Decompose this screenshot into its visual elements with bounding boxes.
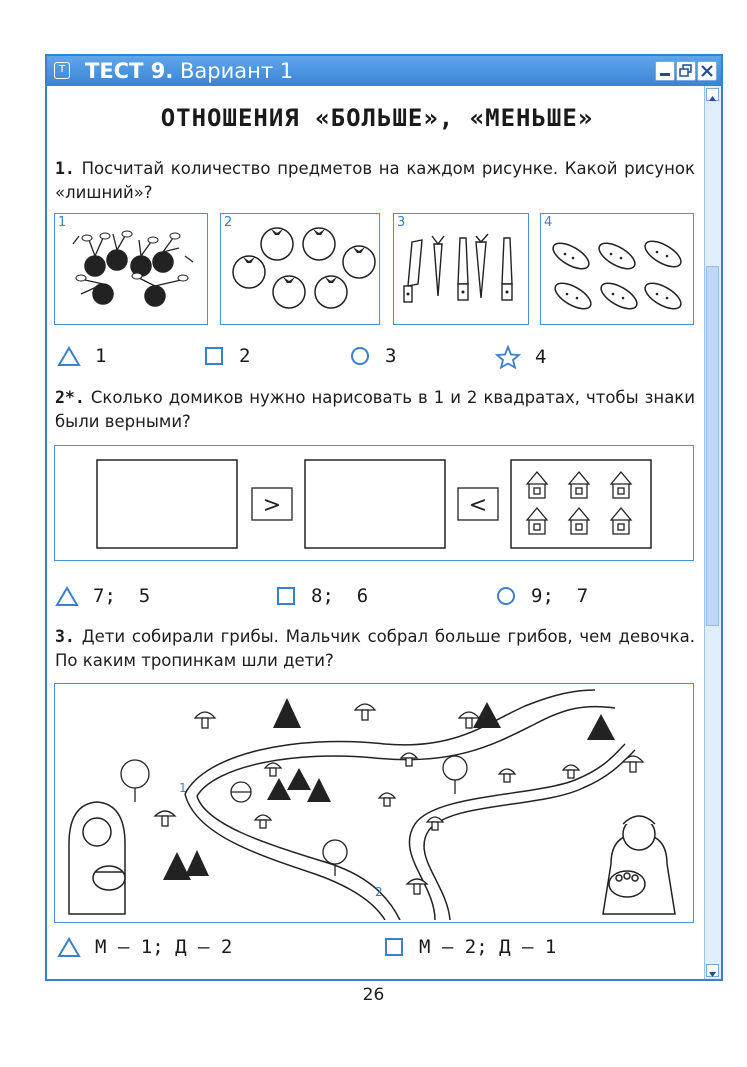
picture-number-4: 4 bbox=[544, 215, 553, 230]
houses-task-drawing bbox=[55, 446, 691, 558]
title-bar bbox=[47, 56, 721, 86]
q3-option-2-label: М — 2; Д — 1 bbox=[419, 936, 557, 958]
close-icon bbox=[700, 64, 714, 78]
q1-option-3-label: 3 bbox=[385, 345, 397, 367]
scroll-thumb[interactable] bbox=[706, 266, 719, 626]
picture-box-4 bbox=[540, 213, 694, 325]
triangle-icon bbox=[57, 936, 81, 958]
q2-option-3[interactable] bbox=[495, 585, 588, 607]
question-3-text bbox=[55, 625, 695, 673]
q3-option-1[interactable] bbox=[57, 936, 232, 958]
test-window bbox=[45, 54, 723, 981]
circle-icon bbox=[349, 345, 371, 367]
close-button[interactable] bbox=[697, 61, 717, 81]
question-2-body: Сколько домиков нужно нарисовать в 1 и 2 квадратах, чтобы знаки были верными? bbox=[55, 388, 696, 431]
q1-option-2-label: 2 bbox=[239, 345, 251, 367]
question-1-text bbox=[55, 157, 695, 205]
beets-icon bbox=[55, 214, 205, 322]
picture-box-3 bbox=[393, 213, 529, 325]
question-2-number: 2*. bbox=[55, 388, 85, 407]
q1-option-2[interactable] bbox=[203, 345, 250, 367]
page-number: 26 bbox=[362, 985, 385, 1005]
square-icon bbox=[275, 585, 297, 607]
picture-number-1: 1 bbox=[58, 215, 67, 230]
houses-square bbox=[511, 460, 651, 548]
picture-box-2 bbox=[220, 213, 380, 325]
scroll-up-button[interactable] bbox=[706, 88, 719, 101]
path-label-1: 1 bbox=[179, 781, 187, 795]
houses-task-box bbox=[54, 445, 694, 561]
empty-square-1 bbox=[97, 460, 237, 548]
triangle-icon bbox=[57, 345, 81, 367]
window-title-bold: ТЕСТ 9. bbox=[85, 59, 174, 83]
circle-icon bbox=[495, 585, 517, 607]
picture-number-2: 2 bbox=[224, 215, 233, 230]
star-icon bbox=[495, 345, 521, 369]
question-1-body: Посчитай количество предметов на каждом рисунке. Какой рисунок «лишний»? bbox=[55, 159, 695, 202]
question-3-body: Дети собирали грибы. Мальчик собрал больше грибов, чем девочка. По каким тропинкам шли дети? bbox=[55, 627, 695, 670]
q2-option-1[interactable] bbox=[55, 585, 150, 607]
question-3-number: 3. bbox=[55, 627, 75, 646]
tomatoes-icon bbox=[221, 214, 377, 322]
q1-option-1[interactable] bbox=[57, 345, 106, 367]
q1-option-3[interactable] bbox=[349, 345, 396, 367]
question-1-number: 1. bbox=[55, 159, 75, 178]
minimize-button[interactable] bbox=[655, 61, 675, 81]
chevron-up-icon bbox=[707, 93, 718, 104]
q1-option-1-label: 1 bbox=[95, 345, 107, 367]
window-title-variant: Вариант 1 bbox=[180, 59, 294, 83]
minimize-icon bbox=[658, 64, 672, 78]
triangle-icon bbox=[55, 585, 79, 607]
page-heading: ОТНОШЕНИЯ «БОЛЬШЕ», «МЕНЬШЕ» bbox=[160, 104, 594, 132]
forest-paths-box bbox=[54, 683, 694, 923]
q1-option-4-label: 4 bbox=[535, 346, 547, 368]
restore-icon bbox=[679, 64, 693, 78]
forest-paths-drawing bbox=[55, 684, 691, 920]
test-icon: T bbox=[54, 62, 70, 79]
knives-and-carrots-icon bbox=[394, 214, 526, 322]
q3-option-1-label: М — 1; Д — 2 bbox=[95, 936, 233, 958]
vertical-scrollbar[interactable] bbox=[704, 86, 721, 979]
path-label-2: 2 bbox=[375, 885, 383, 899]
cucumbers-icon bbox=[541, 214, 691, 322]
paths bbox=[185, 690, 635, 920]
q1-option-4[interactable] bbox=[495, 345, 546, 369]
scroll-down-button[interactable] bbox=[706, 964, 719, 977]
restore-button[interactable] bbox=[676, 61, 696, 81]
q3-option-2[interactable] bbox=[383, 936, 556, 958]
q2-option-1-label: 7; 5 bbox=[93, 585, 151, 607]
sign-less: < bbox=[468, 493, 488, 518]
mushrooms bbox=[155, 704, 643, 894]
q2-option-3-label: 9; 7 bbox=[531, 585, 589, 607]
girl-figure bbox=[69, 802, 125, 914]
q2-option-2-label: 8; 6 bbox=[311, 585, 369, 607]
picture-number-3: 3 bbox=[397, 215, 406, 230]
chevron-down-icon bbox=[707, 969, 718, 980]
picture-box-1 bbox=[54, 213, 208, 325]
boy-figure bbox=[603, 816, 675, 914]
empty-square-2 bbox=[305, 460, 445, 548]
square-icon bbox=[203, 345, 225, 367]
window-title bbox=[85, 58, 293, 84]
sign-greater: > bbox=[262, 493, 282, 518]
question-2-text bbox=[55, 386, 695, 434]
q2-option-2[interactable] bbox=[275, 585, 368, 607]
square-icon bbox=[383, 936, 405, 958]
